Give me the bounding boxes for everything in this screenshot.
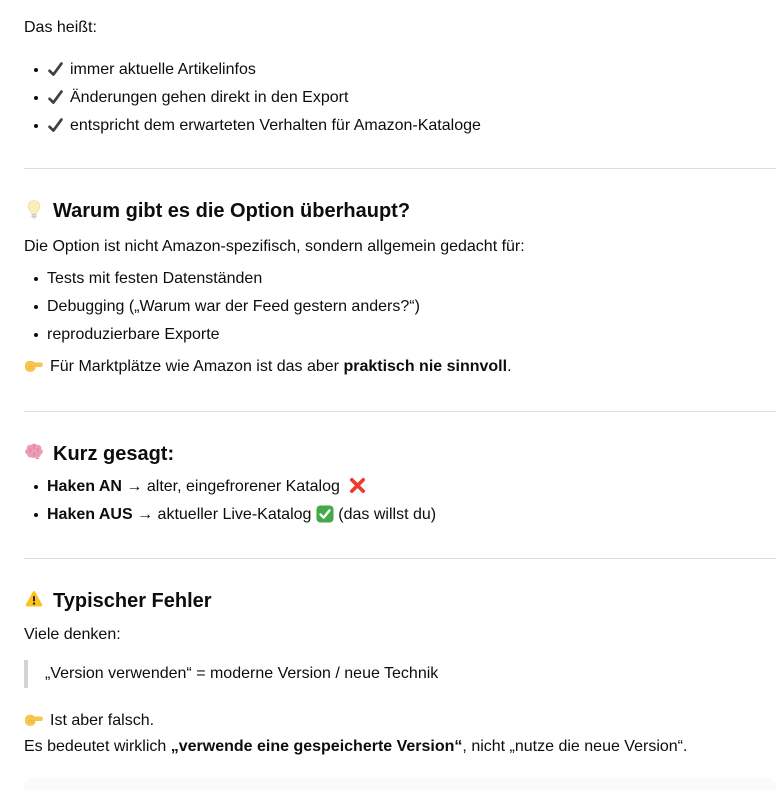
cross-mark-icon (348, 476, 367, 495)
brain-icon (24, 442, 44, 462)
heading-summary (24, 440, 776, 468)
reasons-list (24, 265, 776, 349)
note-bold: praktisch nie sinnvoll (343, 358, 508, 375)
haken-aus-label: Haken AUS (47, 506, 133, 523)
heavy-check-icon (47, 117, 64, 134)
heading-typical-error (24, 587, 776, 615)
haken-an-label: Haken AN (47, 478, 122, 495)
divider (24, 558, 776, 559)
note-text: Für Marktplätze wie Amazon ist das aber (50, 358, 344, 375)
misconception-quote: „Version verwenden“ = moderne Version / neue Technik (24, 660, 776, 688)
paragraph-marketplace-note (24, 354, 776, 380)
list-item (47, 321, 776, 349)
paragraph-why-intro: Die Option ist nicht Amazon-spezifisch, sondern allgemein gedacht für: (24, 238, 525, 255)
list-item-label: reproduzierbare Exporte (47, 326, 220, 343)
heading-why (24, 197, 776, 225)
final-bold: „verwende eine gespeicherte Version“ (170, 738, 463, 755)
final-prefix: Es bedeutet wirklich (24, 738, 171, 755)
benefits-list (24, 56, 776, 140)
list-item (47, 56, 776, 84)
heading-label: Warum gibt es die Option überhaupt? (53, 200, 411, 222)
list-item-label: Tests mit festen Datenständen (47, 270, 263, 287)
heading-label: Typischer Fehler (53, 590, 212, 612)
haken-aus-text: → aktueller Live-Katalog (132, 506, 316, 523)
list-item-label: Debugging („Warum war der Feed gestern anders?“) (47, 298, 420, 315)
divider (24, 411, 776, 412)
list-item (47, 501, 776, 529)
haken-an-text: → alter, eingefrorener Katalog (121, 478, 345, 495)
paragraph-das-heisst: Das heißt: (24, 19, 97, 36)
list-item (47, 473, 776, 501)
divider (24, 168, 776, 169)
list-item-label: entspricht dem erwarteten Verhalten für Amazon-Kataloge (70, 117, 481, 134)
haken-aus-suffix: (das willst du) (333, 506, 437, 523)
heading-label: Kurz gesagt: (53, 443, 175, 465)
point-right-icon (24, 355, 44, 375)
list-item (47, 112, 776, 140)
summary-list (24, 473, 776, 529)
list-item-label: Änderungen gehen direkt in den Export (70, 89, 349, 106)
wrong-line: Ist aber falsch. (50, 712, 155, 729)
green-check-icon (316, 505, 334, 523)
list-item-label: immer aktuelle Artikelinfos (70, 61, 256, 78)
list-item (47, 84, 776, 112)
final-suffix: , nicht „nutze die neue Version“. (462, 738, 688, 755)
heavy-check-icon (47, 61, 64, 78)
paragraph-viele-denken: Viele denken: (24, 626, 121, 643)
warning-icon (24, 589, 44, 609)
lightbulb-icon (24, 199, 44, 219)
list-item (47, 293, 776, 321)
note-suffix: . (507, 358, 512, 375)
list-item (47, 265, 776, 293)
point-right-icon (24, 709, 44, 729)
heavy-check-icon (47, 89, 64, 106)
bottom-card-edge (24, 778, 776, 790)
paragraph-correction (24, 708, 776, 760)
